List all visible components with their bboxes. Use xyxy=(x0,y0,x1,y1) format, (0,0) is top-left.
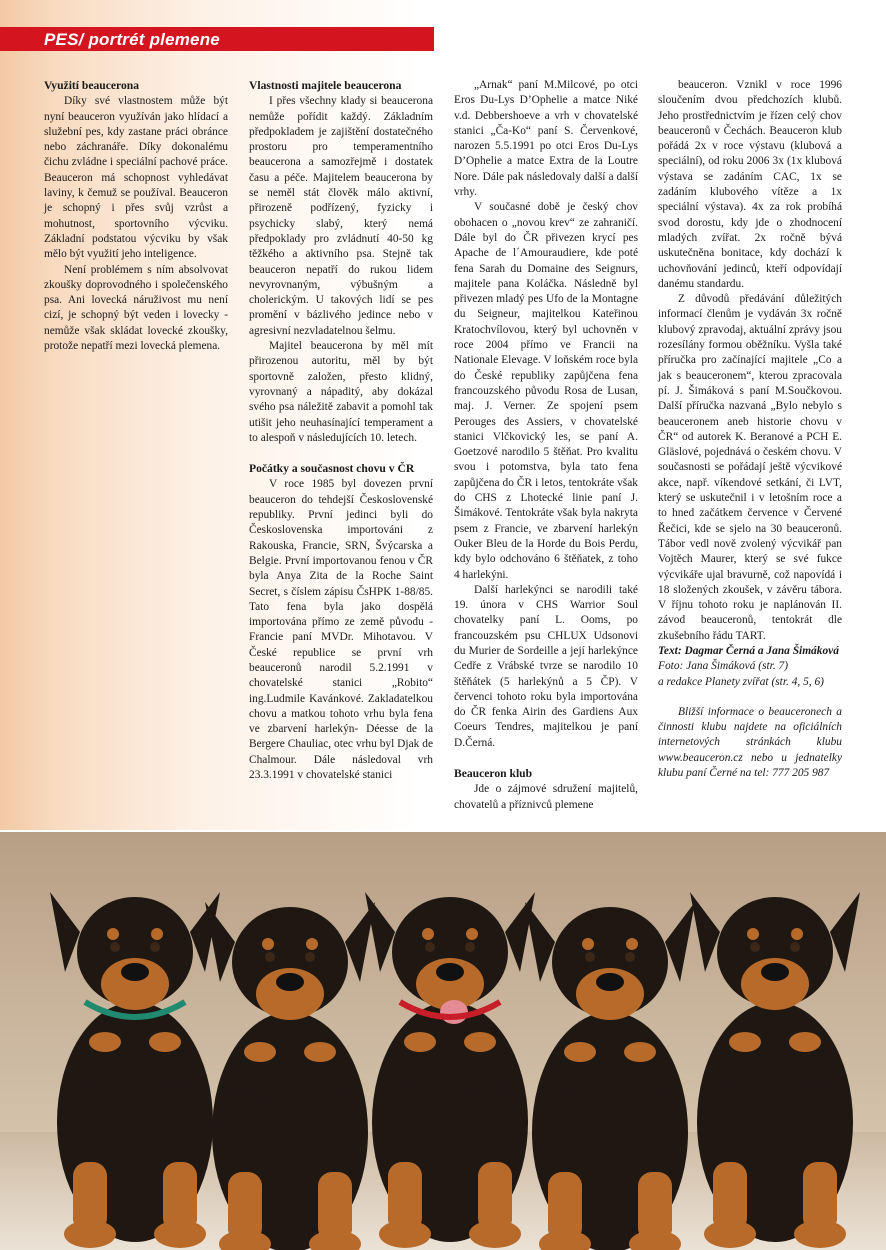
column-3 xyxy=(454,78,638,813)
paragraph: „Arnak“ paní M.Milcové, po otci Eros Du-Lys D’Ophelie a matce Niké v.d. Debbershoeve a vrh v chovatelské stanici „Ča-Ko“ paní S. Červenkové, narozen 5.5.1991 po otci Eros Du-Lys D’Ophelie a matce Extra de la Loutre Nore. Dále pak následovaly další a další vrhy. xyxy=(454,79,638,199)
paragraph: Z důvodů předávání důležitých informací členům je vydáván 3x ročně klubový zpravodaj, aktuální zprávy jsou rozesílány formou oběžníku. Vyšla také příručka pro začínající majitele „Co a jak s beauceronem“, kterou zpracovala pí. J. Šimáková s paní M.Součkovou. Další příručka nazvaná „Bylo nebylo s beauceronem aneb historie chovu v ČR“ od autorek K. Beranové a PCH E. Gläslové, pojednává o českém chovu. V současnosti se pořádají ještě výcvikové akce, např. víkendové setkání, či LVT, který se uskutečnil i v letošním roce a to hned začátkem července v Červené Řečici, kde se sjelo na 30 beauceronů. Tábor vedl nově zvolený výcvikář pan Vojtěch Maurer, který se své fukce výcvikáře ujal bravurně, což napovídá i 18 složených zkoušek, v závěru tábora. V říjnu tohoto roku je naplánován II. závod beauceronů, tentokrát dle zkušebního řádu TART. xyxy=(658,293,842,642)
section-title: PES/ portrét plemene xyxy=(44,30,220,49)
paragraph: V současné době je český chov obohacen o „novou krev“ ze zahraničí. Dále byl do ČR přivezen krycí pes Apache de l´Amouraudiere, kde poté fena Sarah du Domaine des Seignurs, majitele pana Koláčka. Následně byl přivezen mladý pes Ufo de la Montagne du Seigneur, majitelkou Kateřinou Kratochvílovou, který byl uchovněn v roce 2004 přímo ve Francii na Nationale Elevage. V loňském roce byla do České republiky zapůjčena fena francouzského původu Rosa de Lusan, maj. J. Verner. Ze spojení psem Perouges des Assiers, v chovatelské stanici Vlčkovický les, se paní A. Goetzové narodilo 5 štěňat. Pro kvalitu svou i potomstva, byla tato fena zapůjčena do ČR i letos, tentokráte však do CHS z Lhotecké linie paní J. Šimákové. Tentokráte však byla nakryta psem z Francie, ve zbarvení harlekýn Ouker Bleu de la Horde du Bois Perdu, kdy bylo odchováno 6 štěňatek, z toho 4 harlekýni. xyxy=(454,201,638,581)
column-2 xyxy=(249,78,433,783)
puppies-illustration xyxy=(0,832,886,1250)
column-4 xyxy=(658,78,842,781)
paragraph: V roce 1985 byl dovezen první beauceron do tehdejší Československé republiky. První jedinci byli do Československa importováni z Rakouska, Francie, SRN, Švýcarska a Belgie. První importovanou fenou v ČR byla Anya Zita de la Roche Saint Secret, s číslem zápisu ČsHPK 1-88/85. Tato fena byla jako dospělá importována přímo ze země původu - Francie paní MVDr. Mihotavou. V České republice se první vrh beauceronů narodil 5.2.1991 v chovatelské stanici „Robito“ ing.Ludmile Kavánkové. Zakladatelkou chovu a matkou tohoto vrhu byla fena ve zbarvení harlekýn- Déesse de la Bergere Chauliac, otec vrhu byl Djak de Chalmour. Dále následoval vrh 23.3.1991 v chovatelské stanici xyxy=(249,478,433,782)
paragraph: beauceron. Vznikl v roce 1996 sloučením dvou předchozích klubů. Jeho prostřednictvím je řízen celý chov beauceronů v Čechách. Beauceron klub pořádá 2x v roce výstavu (klubová a speciální), od roku 2006 3x (1x klubová výstava se zadáním CAC, 1x se zadáním klubového vítěze a 1x speciální výstava). 4x za rok probíhá svod dorostu, kdy jde o zhodnocení mladých zvířat. 2x ročně bývá uskutečněna bonitace, kdy dochází k uchovňování jedinců, kteří odpovídají danému standardu. xyxy=(658,79,842,290)
column-1 xyxy=(44,78,228,354)
puppy-2 xyxy=(205,902,375,1250)
heading-pocatky: Počátky a současnost chovu v ČR xyxy=(249,462,415,476)
puppy-4 xyxy=(525,902,695,1250)
paragraph: Jde o zájmové sdružení majitelů, chovatelů a příznivců plemene xyxy=(454,783,638,811)
credit-photo: a redakce Planety zvířat (str. 4, 5, 6) xyxy=(658,675,824,688)
puppy-1 xyxy=(50,892,220,1248)
credit-photo: Foto: Jana Šimáková (str. 7) xyxy=(658,660,789,673)
paragraph: Díky své vlastnostem může být nyní beauceron využíván jako hlídací a služební pes, kdy zastane práci obránce nebo záchranáře. Díky dokonalému čichu zvládne i speciální pachové práce. Beauceron má schopnost vyhledávat laviny, k čemuž se používal. Beauceron je schopný i přes svůj vzrůst a mohutnost, sportovního výcviku. Základní podstatou výcviku by však mělo být využití jeho inteligence. xyxy=(44,95,228,261)
paragraph: Není problémem s ním absolvovat zkoušky doprovodného i společenského psa. Ani lovecká náruživost mu není cizí, je schopný být veden i lovecky - nemůže však skládat lovecké zkoušky, protože nepatří mezi lovecká plemena. xyxy=(44,263,228,353)
paragraph: I přes všechny klady si beaucerona nemůže pořídit každý. Základním předpokladem je zajištění dostatečného prostoru pro temperamentního beaucerona a samozřejmě i dostatek času a péče. Majitelem beaucerona by se neměl stát člověk málo aktivní, přirozeně podřízený, fyzicky i psychicky slabý, který nemá předpoklady pro zvládnutí 40-50 kg těžkého a aktivního psa. Stejně tak beauceron nepatří do rukou lidem nevyrovnaným, výbušným a cholerickým. U takových lidí se pes promění v bázlivého jedince nebo v agresivní nezvladatelnou šelmu. xyxy=(249,95,433,337)
heading-vlastnosti: Vlastnosti majitele beaucerona xyxy=(249,79,402,92)
paragraph: Majitel beaucerona by měl mít přirozenou autoritu, měl by být sportovně založen, přesto klidný, vyrovnaný a nápaditý, aby dokázal svého psa náležitě zabavit a pomohl tak utišit jeho neuhasínající temperament a to alespoň v následujících 10. letech. xyxy=(249,340,433,444)
info-note: Bližší informace o beauceronech a činnosti klubu najdete na oficiálních internetových stránkách klubu www.beauceron.cz nebo u jednatelky klubu paní Černé na tel: 777 205 987 xyxy=(658,705,842,780)
heading-vyuziti: Využití beaucerona xyxy=(44,79,140,92)
paragraph: Další harlekýnci se narodili také 19. února v CHS Warrior Soul chovatelky paní L. Ooms, po francouzském psu CHLUX Udsonovi du Murier de Sordeille a její harlekýnce Cedře z Vrábské tvrze se narodilo 10 štěňátek (5 harlekýnů a 5 ČP). V červenci tohoto roku byla importována do ČR fenka Airin des Gardiens Aux Coeurs Tendres, majitelkou je paní D.Černá. xyxy=(454,583,638,749)
heading-klub: Beauceron klub xyxy=(454,767,533,781)
credit-text: Text: Dagmar Černá a Jana Šimáková xyxy=(658,644,839,657)
puppy-3 xyxy=(365,892,535,1248)
puppies-photo xyxy=(0,832,886,1250)
puppy-5 xyxy=(690,892,860,1248)
